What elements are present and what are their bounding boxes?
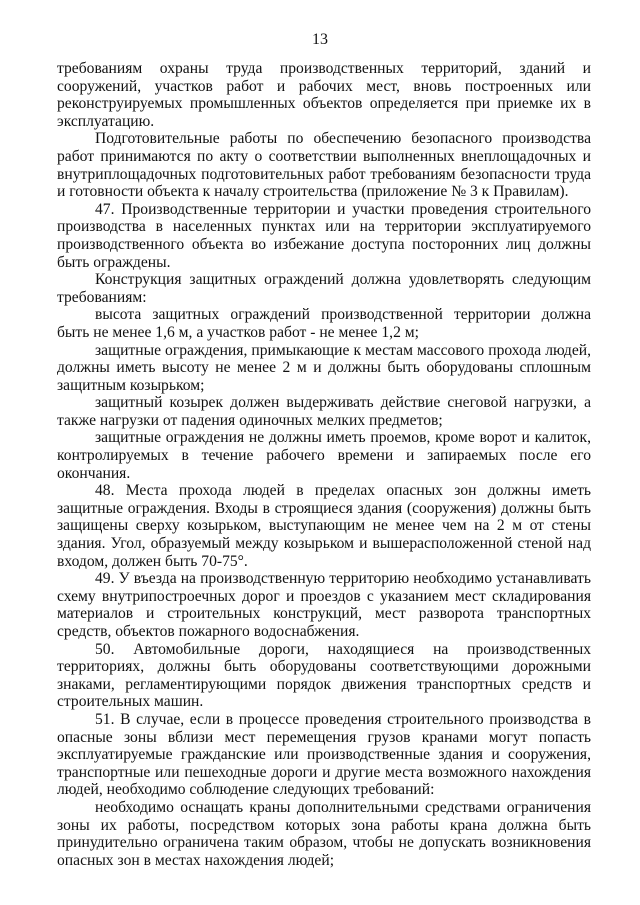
list-item-fence-near-passage: защитные ограждения, примыкающие к местам массового прохода людей, должны иметь высоту не менее 2 м и должны быть оборудованы сплошным защитным козырьком; xyxy=(57,341,591,394)
list-item-crane-limiters: необходимо оснащать краны дополнительными средствами ограничения зоны их работы, посредством которых зона работы крана должна быть принудительно ограничена таким образом, чтобы не допускать возникновения опасных зон в местах нахождения людей; xyxy=(57,798,591,869)
list-item-canopy-load: защитный козырек должен выдерживать действие снеговой нагрузки, а также нагрузки от падения одиночных мелких предметов; xyxy=(57,394,591,429)
paragraph-51: 51. В случае, если в процессе проведения строительного производства в опасные зоны вблизи мест перемещения грузов кранами могут попасть эксплуатируемые гражданские или производственные здания и сооружения, транспортные или пешеходные дороги и другие места возможного нахождения людей, необходимо соблюдение следующих требований: xyxy=(57,710,591,799)
document-body xyxy=(57,60,591,869)
paragraph-48: 48. Места прохода людей в пределах опасных зон должны иметь защитные ограждения. Входы в строящиеся здания (сооружения) должны быть защищены сверху козырьком, выступающим не менее чем на 2 м от стены здания. Угол, образуемый между козырьком и вышерасположенной стеной над входом, должен быть 70-75°. xyxy=(57,482,591,570)
list-item-fence-height: высота защитных ограждений производственной территории должна быть не менее 1,6 м, а участков работ - не менее 1,2 м; xyxy=(57,306,591,341)
paragraph-50: 50. Автомобильные дороги, находящиеся на производственных территориях, должны быть оборудованы соответствующими дорожными знаками, регламентирующими порядок движения транспортных средств и строительных машин. xyxy=(57,640,591,711)
page-number: 13 xyxy=(312,31,328,48)
paragraph-continuation: требованиям охраны труда производственных территорий, зданий и сооружений, участков работ и рабочих мест, вновь построенных или реконструируемых промышленных объектов определяется при приемке их в эксплуатацию. xyxy=(57,60,591,130)
paragraph-49: 49. У въезда на производственную территорию необходимо устанавливать схему внутрипостроечных дорог и проездов с указанием мест складирования материалов и строительных конструкций, мест разворота транспортных средств, объектов пожарного водоснабжения. xyxy=(57,570,591,640)
list-item-fence-openings: защитные ограждения не должны иметь проемов, кроме ворот и калиток, контролируемых в течение рабочего времени и запираемых после его окончания. xyxy=(57,429,591,482)
paragraph-47: 47. Производственные территории и участки проведения строительного производства в населенных пунктах или на территории эксплуатируемого производственного объекта во избежание доступа посторонних лиц должны быть ограждены. xyxy=(57,200,591,271)
paragraph-preparatory-works: Подготовительные работы по обеспечению безопасного производства работ принимаются по акту о соответствии выполненных внеплощадочных и внутриплощадочных подготовительных работ требованиям безопасности труда и готовности объекта к началу строительства (приложение № 3 к Правилам). xyxy=(57,130,591,201)
paragraph-fence-requirements: Конструкция защитных ограждений должна удовлетворять следующим требованиям: xyxy=(57,271,591,306)
